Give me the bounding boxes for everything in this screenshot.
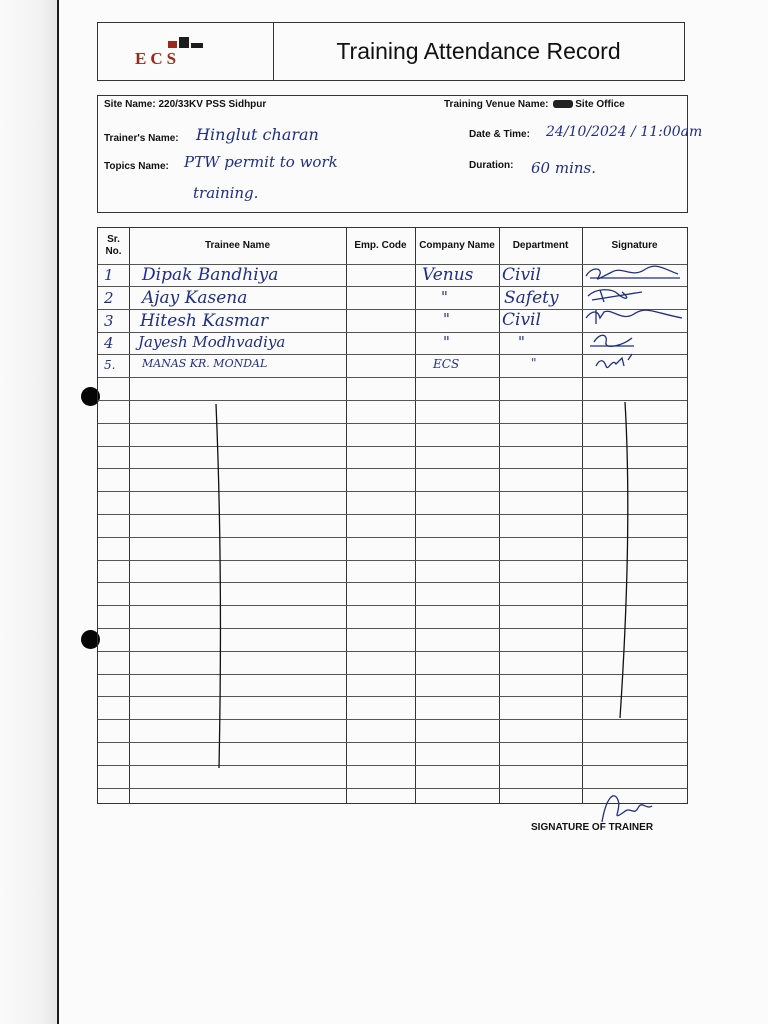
- duration-label: Duration:: [469, 160, 514, 171]
- row-1-sr: 1: [104, 266, 114, 284]
- col-header-company: Company Name: [419, 240, 495, 251]
- col-header-emp-code: Emp. Code: [354, 240, 407, 251]
- signature-row-5: [596, 354, 632, 368]
- col-header-department: Department: [512, 240, 569, 251]
- binder-edge: [0, 0, 58, 1024]
- topics-value-line1: PTW permit to work: [184, 153, 338, 171]
- date-time-label: Date & Time:: [469, 129, 530, 140]
- topics-label: Topics Name:: [104, 161, 169, 172]
- topics-value-line2: training.: [193, 184, 259, 202]
- trainer-name-label: Trainer's Name:: [104, 133, 179, 144]
- page-title: Training Attendance Record: [336, 38, 621, 64]
- trainer-signature-label: SIGNATURE OF TRAINER: [531, 822, 654, 833]
- signature-row-1: [586, 266, 680, 279]
- row-4-department: ": [518, 333, 525, 351]
- row-4-name: Jayesh Modhvadiya: [138, 333, 286, 351]
- signature-row-3: [586, 310, 682, 324]
- row-3-name: Hitesh Kasmar: [140, 311, 269, 331]
- row-5-name: MANAS KR. MONDAL: [142, 357, 268, 370]
- row-1-name: Dipak Bandhiya: [142, 265, 279, 285]
- row-4-sr: 4: [104, 334, 114, 352]
- row-5-sr: 5.: [104, 358, 116, 372]
- attendance-table: [97, 227, 688, 804]
- row-1-company: Venus: [422, 265, 474, 285]
- row-3-department: Civil: [502, 310, 541, 330]
- training-venue: Training Venue Name: Site Office: [444, 99, 625, 110]
- col-header-signature: Signature: [611, 240, 658, 251]
- row-3-company: ": [443, 310, 450, 328]
- trainee-signatures: [582, 262, 687, 382]
- site-name: Site Name: 220/33KV PSS Sidhpur: [104, 99, 267, 110]
- logo-text: ECS: [135, 49, 181, 68]
- row-5-department: ": [531, 356, 537, 370]
- row-4-company: ": [443, 333, 450, 351]
- row-1-department: Civil: [502, 265, 541, 285]
- date-time-value: 24/10/2024 / 11:00am: [546, 124, 703, 140]
- signature-row-2: [588, 290, 642, 302]
- duration-value: 60 mins.: [531, 159, 597, 177]
- page-fold-line: [57, 0, 59, 1024]
- row-2-name: Ajay Kasena: [142, 288, 248, 308]
- logo-cell: [98, 23, 274, 80]
- col-header-trainee-name: Trainee Name: [204, 240, 271, 251]
- row-2-department: Safety: [504, 288, 559, 308]
- row-5-company: ECS: [433, 357, 460, 371]
- signature-row-4: [590, 335, 634, 346]
- row-3-sr: 3: [104, 312, 114, 330]
- row-2-sr: 2: [104, 289, 114, 307]
- row-2-company: ": [441, 288, 448, 306]
- form-header: [97, 22, 685, 81]
- col-header-sr: Sr. No.: [105, 234, 122, 257]
- session-info: [97, 95, 703, 213]
- unused-rows-strike: [98, 398, 689, 798]
- trainer-name-value: Hinglut charan: [196, 125, 319, 144]
- redaction-mark: [553, 100, 573, 108]
